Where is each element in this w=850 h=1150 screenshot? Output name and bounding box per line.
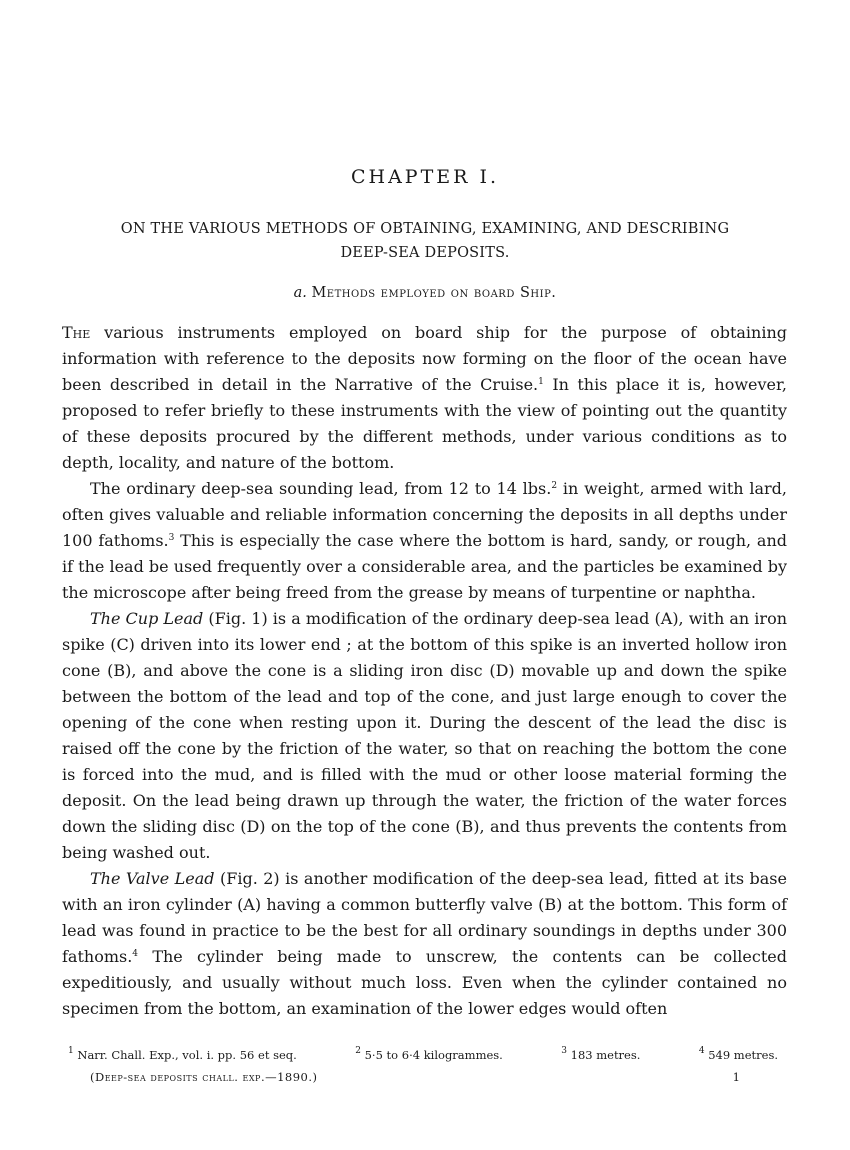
footnote-number: 1 [68,1046,74,1056]
signature-line: (Deep-sea deposits chall. exp.—1890.) [90,1070,318,1084]
footnote-number: 2 [355,1046,361,1056]
paragraph [62,606,787,866]
paragraph-text: The ordinary deep-sea sounding lead, from 12 to 14 lbs. [90,479,552,498]
footnote-text: 549 metres. [704,1048,778,1062]
footnote [68,1048,297,1062]
paragraph-text: in weight, armed with lard, often gives valuable and reliable information concerning the deposits in all depths under 100 fathoms. [62,479,788,550]
paragraph-text: In this place it is, however, proposed to refer briefly to these instruments with the view of pointing out the quantity of these deposits procured by the different methods, under various conditions as to depth, locality, and nature of the bottom. [62,375,788,472]
instrument-name: The Cup Lead [90,609,204,628]
footnote-number: 4 [698,1046,705,1056]
footnote-ref[interactable]: 4 [132,949,139,959]
section-letter: a. [293,285,307,301]
footnote-text: Narr. Chall. Exp., vol. i. pp. 56 et seq. [73,1048,297,1062]
footnotes [68,1048,778,1062]
footnote [699,1048,778,1062]
chapter-title-line: DEEP-SEA DEPOSITS. [340,245,510,261]
footnote-text: 5·5 to 6·4 kilogrammes. [360,1048,503,1062]
paragraph-text: This is especially the case where the bottom is hard, sandy, or rough, and if the lead be used frequently over a considerable area, and the particles be examined by the microscope after being freed from the grease by means of turpentine or naphtha. [62,531,788,602]
paragraph-text: (Fig. 2) is another modification of the deep-sea lead, fitted at its base with an iron cylinder (A) having a common butterfly valve (B) at the bottom. This form of lead was found in practice to be the best for all ordinary soundings in depths under 300 fathoms. [62,869,787,966]
footnote-number: 3 [561,1046,567,1056]
footnote [561,1048,640,1062]
paragraph-text: The cylinder being made to unscrew, the contents can be collected expeditiously, and usually without much loss. Even when the cylinder contained no specimen from the bottom, an examination of the lower edges would often [62,947,787,1018]
page-footer [90,1070,740,1084]
paragraph-lead-word: The [62,323,91,342]
section-heading [0,285,850,301]
chapter-title-line: ON THE VARIOUS METHODS OF OBTAINING, EXAMINING, AND DESCRIBING [120,221,730,237]
page-number: 1 [732,1070,740,1084]
footnote-text: 183 metres. [566,1048,641,1062]
paragraph-text: (Fig. 1) is a modification of the ordinary deep-sea lead (A), with an iron spike (C) driven into its lower end ; at the bottom of this spike is an inverted hollow iron cone (B), and above the cone is a sliding iron disc (D) movable up and down the spike between the bottom of the lead and top of the cone, and just large enough to cover the opening of the cone when resting upon it. During the descent of the lead the disc is raised off the cone by the friction of the water, so that on reaching the bottom the cone is forced into the mud, and is filled with the mud or other loose material forming the deposit. On the lead being drawn up through the water, the friction of the water forces down the sliding disc (D) on the top of the cone (B), and thus prevents the contents from being washed out. [62,609,788,862]
paragraph [62,320,787,476]
paragraph [62,476,787,606]
body-text [62,320,787,1022]
chapter-heading: CHAPTER I. [350,166,500,188]
footnote-ref[interactable]: 3 [168,533,175,543]
footnote [355,1048,503,1062]
paragraph [62,866,787,1022]
footnote-ref[interactable]: 1 [538,377,544,387]
footnote-ref[interactable]: 2 [551,481,558,491]
section-title: Methods employed on board Ship. [311,285,557,301]
instrument-name: The Valve Lead [90,869,215,888]
chapter-title [60,217,790,265]
paragraph-text: various instruments employed on board ship for the purpose of obtaining information with reference to the deposits now forming on the floor of the ocean have been described in detail in the Narrative of the Cruise. [62,323,787,394]
